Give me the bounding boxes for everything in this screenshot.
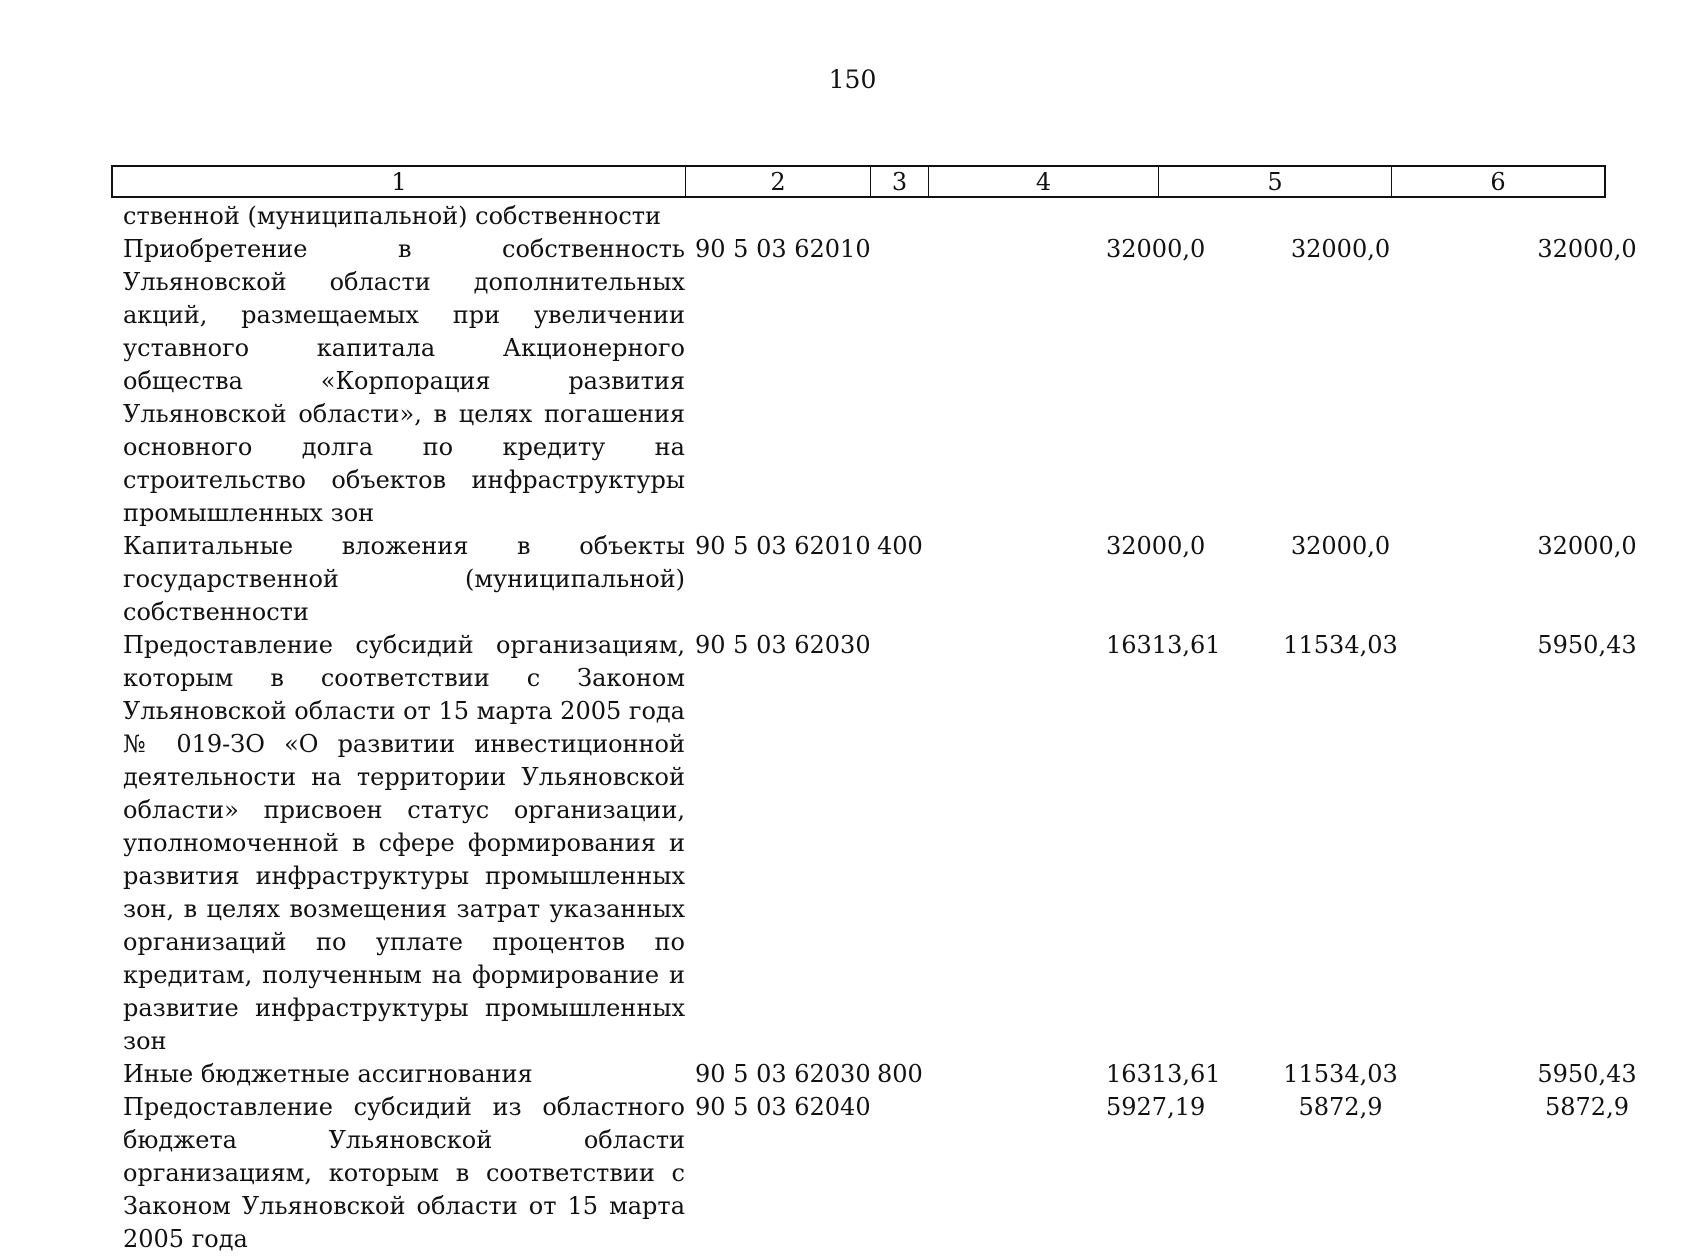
row-value-6: 5950,43 [1537,631,1637,659]
row-value-6: 5950,43 [1537,1060,1637,1088]
row-value-6: 32000,0 [1537,532,1637,560]
table-row [111,233,1637,530]
row-value-6: 5872,9 [1545,1093,1629,1121]
header-col-2: 2 [686,167,871,196]
row-description: ственной (муниципальной) собственности [123,202,662,230]
header-col-4: 4 [929,167,1159,196]
table-header [111,165,1606,198]
row-value-5: 32000,0 [1290,532,1391,560]
row-value-5: 11534,03 [1283,1060,1398,1088]
row-value-6: 32000,0 [1537,235,1637,263]
row-description: Предоставление субсидий организациям, которым в соответствии с Законом Ульяновской области от 15 марта 2005 года № 019-ЗО «О развитии инвестиционной деятельности на территории Ульяновской области» присвоен статус организации, уполномоченной в сфере формирования и развития инфраструктуры промышленных зон, в целях возмещения затрат указанных организаций по уплате процентов по кредитам, полученным на формирование и развитие инфраструктуры промышленных зон [123,631,685,1055]
header-col-3: 3 [871,167,929,196]
row-code: 90 5 03 62010 [695,532,871,560]
row-value-5: 5872,9 [1298,1093,1383,1121]
header-col-6: 6 [1490,168,1506,196]
row-value-4: 16313,61 [1106,631,1221,659]
row-description: Иные бюджетные ассигнования [123,1060,533,1088]
row-code: 90 5 03 62030 [695,631,871,659]
table-body [111,200,1637,1256]
row-description: Предоставление субсидий из областного бюджета Ульяновской области организациям, которым в соответствии с Законом Ульяновской области от 15 марта 2005 года [123,1093,685,1253]
row-code: 90 5 03 62010 [695,235,871,263]
table-row [111,1058,1637,1091]
row-code: 90 5 03 62040 [695,1093,871,1121]
row-description: Капитальные вложения в объекты государственной (муниципальной) собственности [123,532,685,626]
row-code: 90 5 03 62030 [695,1060,871,1088]
table-row [111,1091,1629,1256]
row-value-5: 11534,03 [1283,631,1398,659]
table-row [111,629,1637,1058]
table-row [111,200,1606,233]
table-row [111,530,1637,629]
row-value-5: 32000,0 [1290,235,1391,263]
header-col-5: 5 [1159,167,1392,196]
row-type: 400 [877,532,923,560]
row-value-4: 16313,61 [1106,1060,1221,1088]
row-type: 800 [877,1060,923,1088]
row-value-4: 32000,0 [1106,532,1206,560]
row-value-4: 5927,19 [1106,1093,1206,1121]
row-description: Приобретение в собственность Ульяновской области дополнительных акций, размещаемых при увеличении уставного капитала Акционерного общества «Корпорация развития Ульяновской области», в целях погашения основного долга по кредиту на строительство объектов инфраструктуры промышленных зон [123,235,685,527]
row-value-4: 32000,0 [1106,235,1206,263]
header-col-1: 1 [113,167,686,196]
page-number: 150 [828,65,877,94]
